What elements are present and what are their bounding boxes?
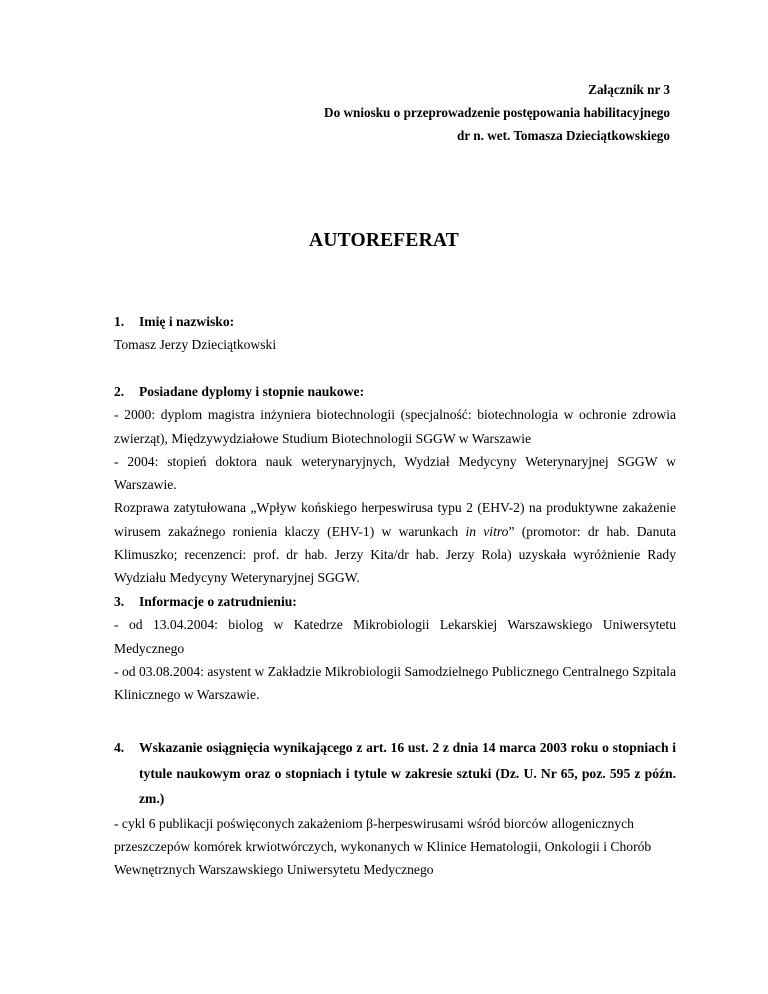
section-number: 2. xyxy=(114,384,125,399)
section-heading xyxy=(114,380,676,403)
section-number: 1. xyxy=(114,314,125,329)
document-title: AUTOREFERAT xyxy=(309,230,459,251)
section-heading-text: Posiadane dyplomy i stopnie naukowe: xyxy=(139,384,365,399)
dissertation-text-start: Rozprawa zatytułowana „Wpływ końskiego herpeswirusa typu 2 (EHV-2) na produktywne zakażenie wirusem zakaźnego ronienia klaczy (EHV-1) w warunkach xyxy=(114,500,676,539)
section-heading-text: Imię i nazwisko: xyxy=(139,314,235,329)
section-number: 4. xyxy=(114,740,125,755)
annex-number: Załącznik nr 3 xyxy=(588,82,670,97)
application-line: Do wniosku o przeprowadzenie postępowania habilitacyjnego xyxy=(324,105,670,120)
section-name xyxy=(114,310,676,357)
author-line: dr n. wet. Tomasza Dzieciątkowskiego xyxy=(457,128,670,143)
degree-2004: - 2004: stopień doktora nauk weterynaryjnych, Wydział Medycyny Weterynaryjnej SGGW w Warszawie. xyxy=(114,453,676,493)
section-heading xyxy=(114,590,676,613)
section-diplomas xyxy=(114,380,676,590)
dissertation-info xyxy=(114,496,676,589)
dissertation-text-end: ” (promotor: dr hab. Danuta Klimuszko; recenzenci: prof. dr hab. Jerzy Kita/dr hab. Jerzy Rola) uzyskała wyróżnienie Rady Wydziału Medycyny Weterynaryjnej SGGW. xyxy=(114,523,676,586)
full-name: Tomasz Jerzy Dzieciątkowski xyxy=(114,337,277,353)
dissertation-text-italic: in vitro xyxy=(465,523,509,539)
section-achievement xyxy=(114,735,676,881)
section-employment xyxy=(114,590,676,706)
section-heading-text: Wskazanie osiągnięcia wynikającego z art. 16 ust. 2 z dnia 14 marca 2003 roku o stopniach i tytule naukowym oraz o stopniach i tytule w zakresie sztuki (Dz. U. Nr 65, poz. 595 z późn. zm.) xyxy=(139,740,676,806)
section-heading-text: Informacje o zatrudnieniu: xyxy=(139,594,297,609)
employment-biologist: - od 13.04.2004: biolog w Katedrze Mikrobiologii Lekarskiej Warszawskiego Uniwersytetu Medycznego xyxy=(114,617,676,656)
section-heading xyxy=(114,735,676,812)
publication-cycle: - cykl 6 publikacji poświęconych zakażeniom β-herpeswirusami wśród biorców allogenicznych przeszczepów komórek krwiotwórczych, wykonanych w Klinice Hematologii, Onkologii i Chorób Wewnętrznych Warszawskiego Uniwersytetu Medycznego xyxy=(114,815,652,878)
section-heading xyxy=(114,310,676,333)
section-number: 3. xyxy=(114,594,125,609)
employment-assistant: - od 03.08.2004: asystent w Zakładzie Mikrobiologii Samodzielnego Publicznego Centralnego Szpitala Klinicznego w Warszawie. xyxy=(114,663,676,703)
diploma-2000: - 2000: dyplom magistra inżyniera biotechnologii (specjalność: biotechnologia w ochronie zdrowia zwierząt), Międzywydziałowe Studium Biotechnologii SGGW w Warszawie xyxy=(114,407,676,446)
